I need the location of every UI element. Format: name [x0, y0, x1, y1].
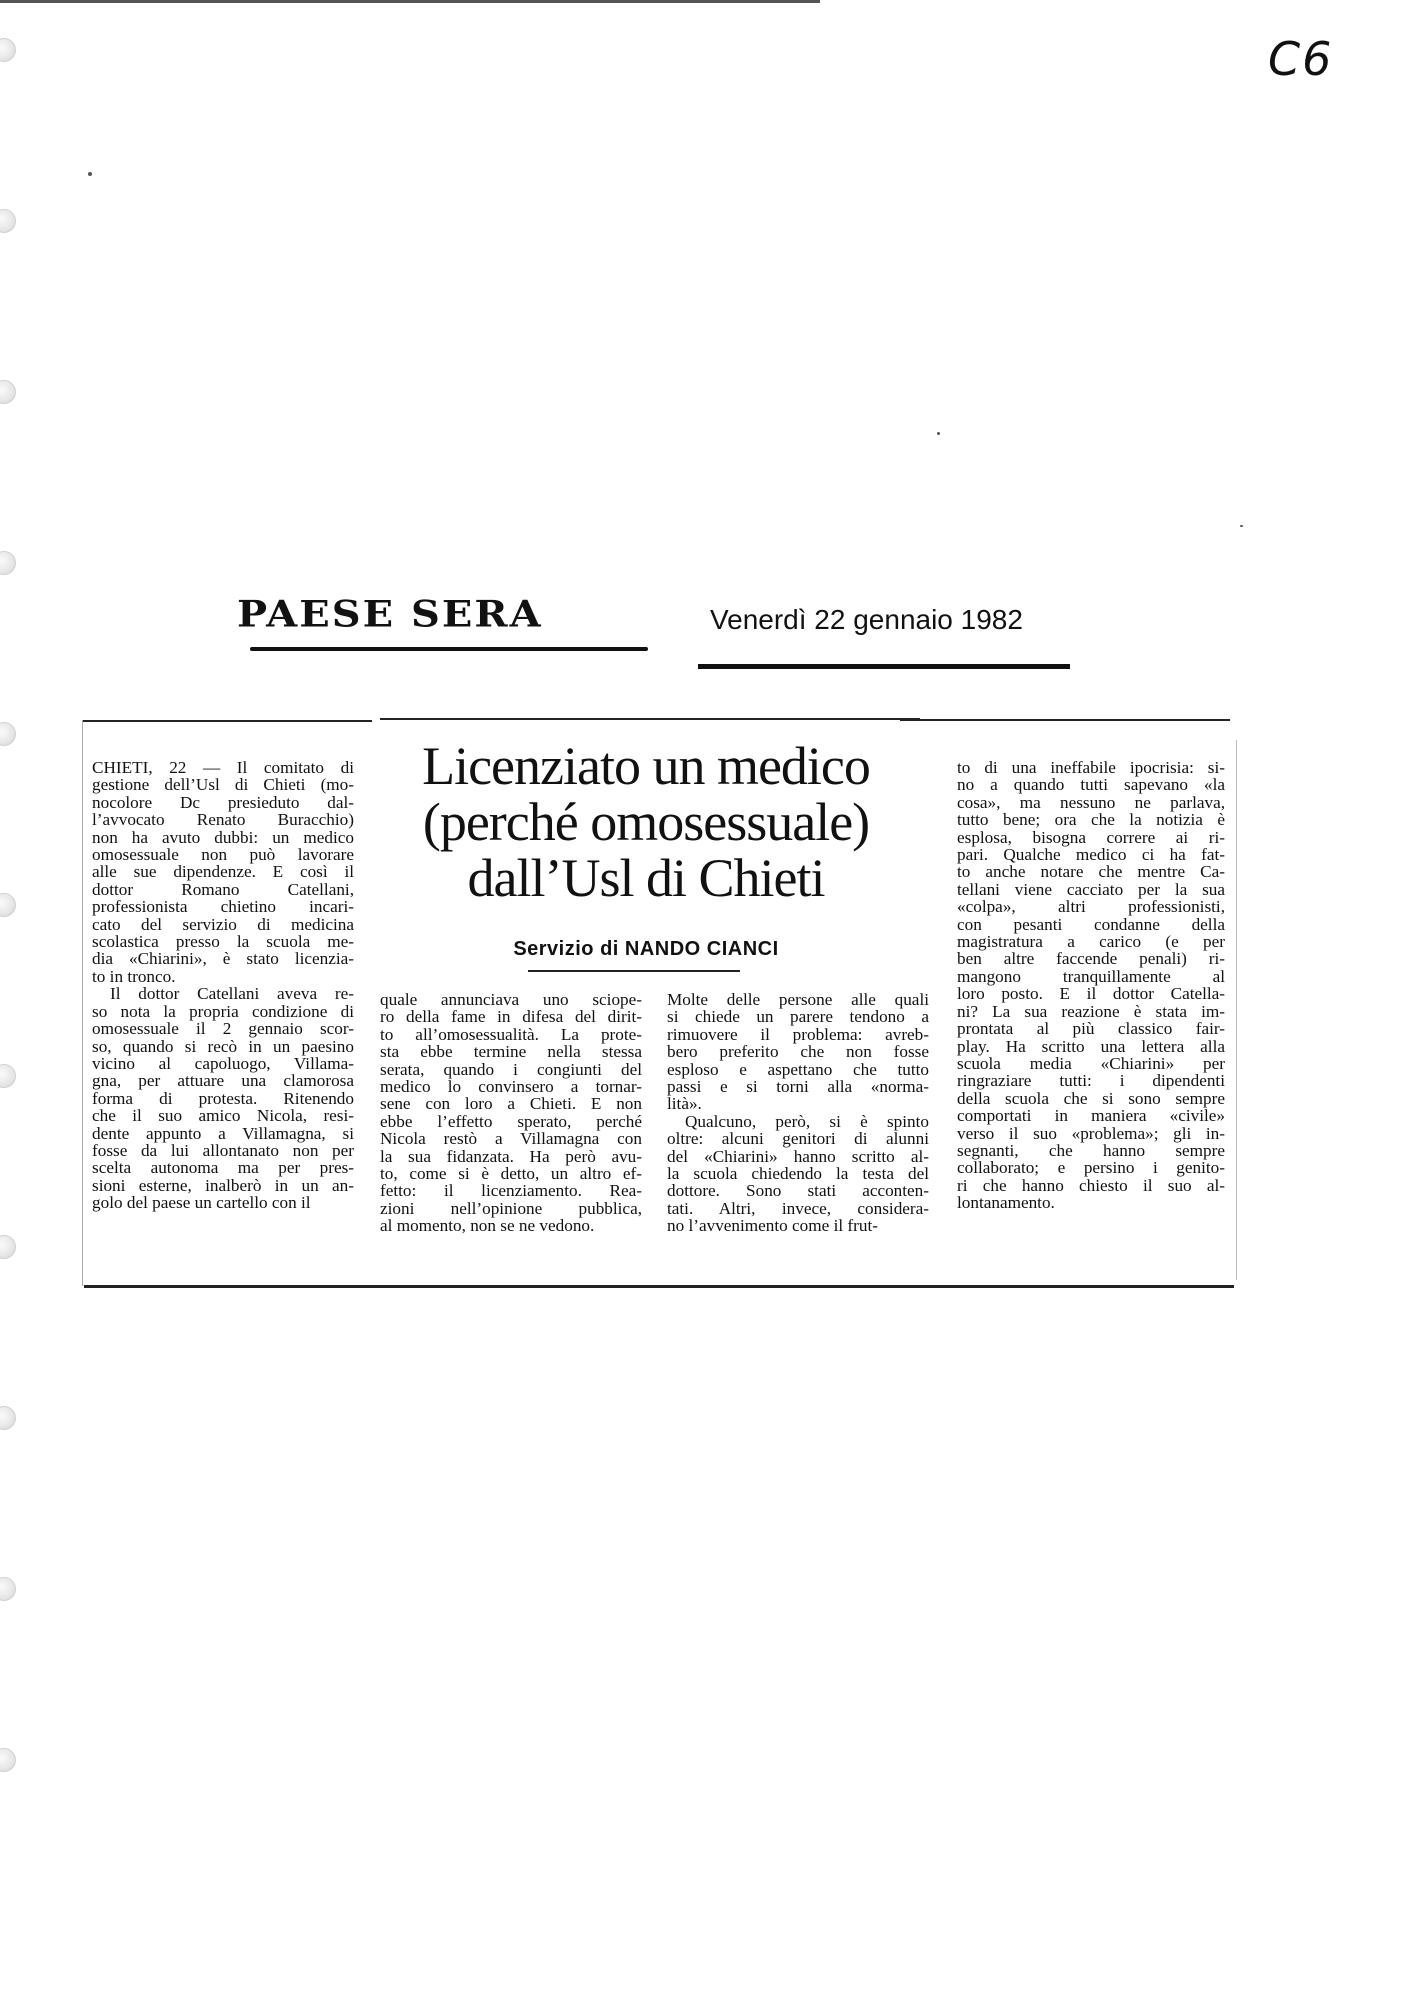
- article-line: gestione dell’Usl di Chieti (mo-: [92, 775, 354, 795]
- article-line: rimuovere il problema: avreb-: [667, 1024, 929, 1044]
- binder-hole: [0, 1577, 16, 1601]
- article-line: so nota la propria condizione di: [92, 1001, 354, 1021]
- article-line: oltre: alcuni genitori di alunni: [667, 1129, 929, 1149]
- headline-line: (perché omosessuale): [422, 792, 870, 852]
- binder-hole: [0, 1406, 16, 1430]
- article-line: cato del servizio di medicina: [92, 914, 354, 934]
- article-line: to in tronco.: [92, 966, 176, 986]
- article-line: omosessuale non può lavorare: [92, 845, 354, 865]
- headline-line: Licenziato un medico: [422, 736, 870, 796]
- article-line: segnanti, che hanno sempre: [957, 1140, 1225, 1160]
- article-line: pari. Qualche medico ci ha fat-: [957, 845, 1225, 865]
- article-frame-top: [380, 718, 920, 720]
- article-line: prontata al più classico fair-: [957, 1019, 1225, 1039]
- article-line: CHIETI, 22 — Il comitato di: [92, 758, 354, 777]
- page-marker: C6: [1268, 32, 1334, 86]
- binder-hole: [0, 1748, 16, 1772]
- article-line: scuola media «Chiarini» per: [957, 1053, 1225, 1073]
- article-frame-bottom: [84, 1285, 1234, 1288]
- article-line: della scuola che si sono sempre: [957, 1088, 1225, 1108]
- article-line: passi e si torni alla «norma-: [667, 1077, 929, 1097]
- article-line: ringraziare tutti: i dipendenti: [957, 1071, 1225, 1091]
- article-line: no a quando tutti sapevano «la: [957, 775, 1225, 795]
- article-line: al momento, non se ne vedono.: [380, 1216, 595, 1236]
- article-line: dottor Romano Catellani,: [92, 879, 354, 899]
- article-line: tellani viene cacciato per la sua: [957, 879, 1225, 899]
- article-column-1: [92, 759, 354, 1212]
- binder-hole: [0, 722, 16, 746]
- article-line: alle sue dipendenze. E così il: [92, 862, 354, 882]
- article-line: nocolore Dc presieduto dal-: [92, 792, 354, 812]
- article-column-4: [957, 759, 1225, 1212]
- article-line: lità».: [667, 1094, 702, 1114]
- article-line: non ha avuto dubbi: un medico: [92, 827, 354, 847]
- article-line: no l’avvenimento come il frut-: [667, 1216, 878, 1236]
- binder-hole: [0, 38, 16, 62]
- article-line: collaborato; e persino i genito-: [957, 1158, 1225, 1178]
- article-line: scolastica presso la scuola me-: [92, 932, 354, 952]
- article-line: con pesanti condanne della: [957, 914, 1225, 934]
- binder-hole: [0, 893, 16, 917]
- scan-speck: [88, 172, 92, 176]
- article-line: mangono tranquillamente al: [957, 966, 1225, 986]
- article-line: scelta autonoma ma per pres-: [92, 1158, 354, 1178]
- article-line: sene con loro a Chieti. E non: [380, 1094, 642, 1114]
- article-line: to di una ineffabile ipocrisia: si-: [957, 758, 1225, 777]
- publication-date: Venerdì 22 gennaio 1982: [710, 604, 1023, 635]
- article-line: loro posto. E il dottor Catella-: [957, 984, 1225, 1004]
- article-line: la scuola chiedendo la testa del: [667, 1164, 929, 1184]
- article-line: Il dottor Catellani aveva re-: [110, 984, 354, 1004]
- article-line: ben altre faccende penali) ri-: [957, 949, 1225, 969]
- binder-hole: [0, 551, 16, 575]
- article-line: play. Ha scritto una lettera alla: [957, 1036, 1225, 1056]
- article-line: tutto bene; ora che la notizia è: [957, 810, 1225, 830]
- article-line: to, come si è detto, un altro ef-: [380, 1164, 642, 1184]
- binder-hole: [0, 209, 16, 233]
- article-line: dottore. Sono stati acconten-: [667, 1181, 929, 1201]
- article-line: lontanamento.: [957, 1193, 1055, 1213]
- article-line: so, quando si recò in un paesino: [92, 1036, 354, 1056]
- article-line: quale annunciava uno sciope-: [380, 990, 642, 1009]
- dateline: [690, 590, 1070, 670]
- article-line: verso il suo «problema»; gli in-: [957, 1123, 1225, 1143]
- article-line: sta ebbe termine nella stessa: [380, 1042, 642, 1062]
- article-line: Molte delle persone alle quali: [667, 990, 929, 1009]
- article-column-2: [380, 991, 642, 1235]
- article-line: bero preferito che non fosse: [667, 1042, 929, 1062]
- article-line: professionista chietino incari-: [92, 897, 354, 917]
- article-frame-right: [1236, 740, 1237, 1280]
- article-column-3: [667, 991, 929, 1235]
- article-headline: [372, 738, 920, 906]
- article-line: cosa», ma nessuno ne parlava,: [957, 792, 1225, 812]
- masthead-rule: [250, 647, 648, 651]
- article-line: del «Chiarini» hanno scritto al-: [667, 1146, 929, 1166]
- article-line: l’avvocato Renato Buracchio): [92, 810, 354, 830]
- newspaper-name: PAESE SERA: [237, 593, 543, 636]
- article-line: comportati in maniera «civile»: [957, 1106, 1225, 1126]
- article-line: esploso e aspettano che tutto: [667, 1059, 929, 1079]
- article-line: esplosa, bisogna correre ai ri-: [957, 827, 1225, 847]
- article-line: omosessuale il 2 gennaio scor-: [92, 1019, 354, 1039]
- article-line: magistratura a carico (e per: [957, 932, 1225, 952]
- binder-hole: [0, 380, 16, 404]
- article-frame-top: [900, 719, 1230, 721]
- article-line: sioni esterne, inalberò in un an-: [92, 1175, 354, 1195]
- article-line: si chiede un parere tendono a: [667, 1007, 929, 1027]
- article-line: forma di protesta. Ritenendo: [92, 1088, 354, 1108]
- article-frame-top: [82, 720, 372, 722]
- scan-speck: [1240, 525, 1243, 527]
- article-line: la sua fidanzata. Ha però avu-: [380, 1146, 642, 1166]
- article-line: «colpa», altri professionisti,: [957, 897, 1225, 917]
- article-line: zioni nell’opinione pubblica,: [380, 1198, 642, 1218]
- article-line: tati. Altri, invece, considera-: [667, 1198, 929, 1218]
- article-line: serata, quando i congiunti del: [380, 1059, 642, 1079]
- article-line: ro della fame in difesa del dirit-: [380, 1007, 642, 1027]
- scan-speck: [937, 432, 940, 435]
- binder-hole: [0, 1235, 16, 1259]
- article-line: fosse da lui allontanato non per: [92, 1140, 354, 1160]
- article-line: dia «Chiarini», è stato licenzia-: [92, 949, 354, 969]
- article-line: Nicola restò a Villamagna con: [380, 1129, 642, 1149]
- article-line: che il suo amico Nicola, resi-: [92, 1106, 354, 1126]
- headline-line: dall’Usl di Chieti: [467, 848, 825, 908]
- article-frame-left: [82, 720, 83, 1286]
- article-line: ebbe l’effetto sperato, perché: [380, 1111, 642, 1131]
- article-line: to anche notare che mentre Ca-: [957, 862, 1225, 882]
- binder-hole: [0, 1064, 16, 1088]
- article-line: gna, per attuare una clamorosa: [92, 1071, 354, 1091]
- article-line: Qualcuno, però, si è spinto: [685, 1111, 929, 1131]
- article-line: to all’omosessualità. La prote-: [380, 1024, 642, 1044]
- article-line: golo del paese un cartello con il: [92, 1193, 311, 1213]
- newspaper-masthead: [232, 585, 652, 655]
- scan-top-edge: [0, 0, 820, 3]
- article-line: medico lo convinsero a tornar-: [380, 1077, 642, 1097]
- byline-rule: [528, 970, 740, 972]
- article-byline: Servizio di NANDO CIANCI: [513, 938, 779, 960]
- dateline-rule: [698, 664, 1070, 669]
- article-line: dente appunto a Villamagna, si: [92, 1123, 354, 1143]
- article-line: ni? La sua reazione è stata im-: [957, 1001, 1225, 1021]
- article-line: ri che hanno chiesto il suo al-: [957, 1175, 1225, 1195]
- article-line: fetto: il licenziamento. Rea-: [380, 1181, 642, 1201]
- article-line: vicino al capoluogo, Villama-: [92, 1053, 354, 1073]
